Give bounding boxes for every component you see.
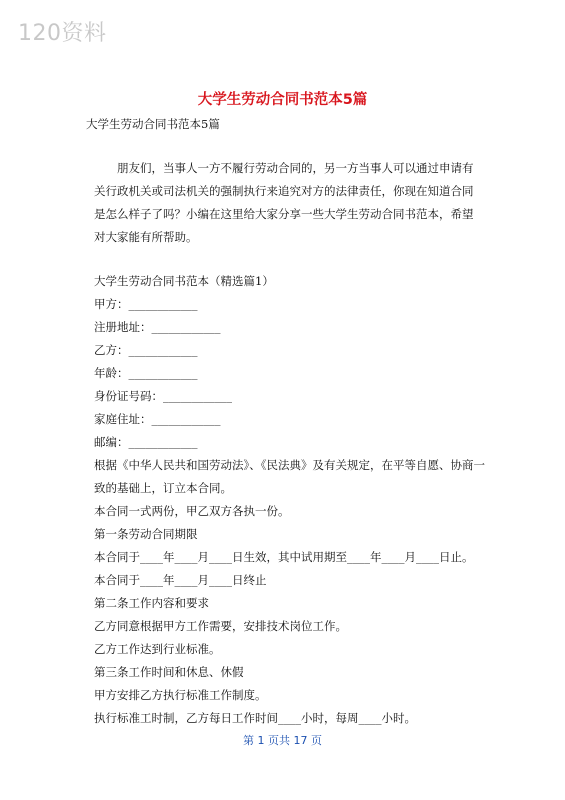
article-2-heading: 第二条工作内容和要求 xyxy=(94,596,209,610)
work-system-text: 甲方安排乙方执行标准工作制度。 xyxy=(94,688,267,702)
section-heading: 大学生劳动合同书范本（精选篇1） xyxy=(94,274,274,288)
effective-date-text: 本合同于____年____月____日生效，其中试用期至____年____月____日止。 xyxy=(94,550,474,564)
termination-date-text: 本合同于____年____月____日终止 xyxy=(94,573,267,587)
watermark: 120资料 xyxy=(18,21,107,46)
party-b-field: 乙方：____________ xyxy=(94,343,198,357)
legal-basis-text: 根据《中华人民共和国劳动法》、《民法典》及有关规定，在平等自愿、协商一致的基础上，订立本合同。 xyxy=(94,458,485,495)
document-subtitle: 大学生劳动合同书范本5篇 xyxy=(86,117,220,131)
party-a-field: 甲方：____________ xyxy=(94,297,198,311)
article-3-heading: 第三条工作时间和休息、休假 xyxy=(94,665,244,679)
postcode-field: 邮编：____________ xyxy=(94,435,198,449)
job-arrangement-text: 乙方同意根据甲方工作需要，安排技术岗位工作。 xyxy=(94,619,347,633)
article-1-heading: 第一条劳动合同期限 xyxy=(94,527,198,541)
registered-address-field: 注册地址：____________ xyxy=(94,320,221,334)
home-address-field: 家庭住址：____________ xyxy=(94,412,221,426)
age-field: 年龄：____________ xyxy=(94,366,198,380)
copies-text: 本合同一式两份，甲乙双方各执一份。 xyxy=(94,504,290,518)
intro-paragraph: 朋友们，当事人一方不履行劳动合同的，另一方当事人可以通过申请有关行政机关或司法机关的强制执行来追究对方的法律责任，你现在知道合同是怎么样子了吗？小编在这里给大家分享一些大学生劳动合同书范本，希望对大家能有所帮助。 xyxy=(94,161,474,244)
contract-body xyxy=(94,270,494,730)
page-footer: 第 1 页共 17 页 xyxy=(243,734,322,747)
document-title: 大学生劳动合同书范本5篇 xyxy=(197,92,368,108)
work-standard-text: 乙方工作达到行业标准。 xyxy=(94,642,221,656)
id-number-field: 身份证号码：____________ xyxy=(94,389,232,403)
working-hours-text: 执行标准工时制，乙方每日工作时间____小时，每周____小时。 xyxy=(94,711,416,725)
